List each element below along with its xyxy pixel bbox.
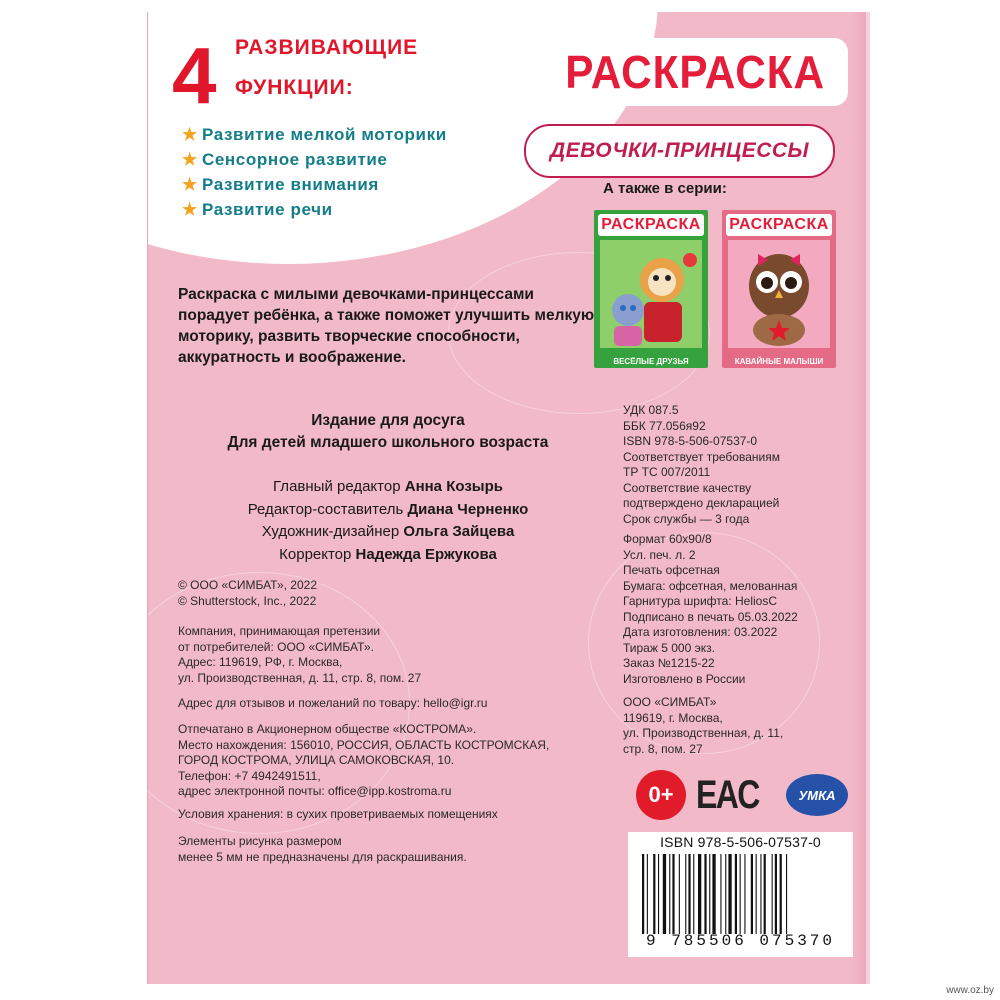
credit-name: Ольга Зайцева — [403, 523, 515, 540]
feedback-line: Адрес для отзывов и пожеланий по товару: hello@igr.ru — [178, 696, 488, 710]
series-book-title: РАСКРАСКА — [729, 216, 829, 233]
credit-role: Корректор — [279, 545, 352, 563]
book-back-cover — [147, 12, 867, 984]
technical-block — [623, 532, 798, 687]
edition-line: Для детей младшего школьного возраста — [227, 434, 549, 451]
functions-title-line2: ФУНКЦИИ: — [235, 76, 354, 99]
printer-line: Телефон: +7 4942491511, — [178, 768, 321, 783]
publisher-line: стр. 8, пом. 27 — [623, 741, 703, 756]
credit-line — [188, 544, 588, 567]
credits — [188, 476, 588, 566]
warning-block — [178, 834, 467, 865]
barcode-icon — [638, 854, 843, 934]
company-line: ул. Производственная, д. 11, стр. 8, пом. 27 — [178, 670, 422, 685]
publisher-line: ООО «СИМБАТ» — [623, 695, 717, 709]
tech-line: Подписано в печать 05.03.2022 — [623, 609, 798, 624]
copyright-line: © Shutterstock, Inc., 2022 — [178, 593, 317, 608]
bib-line: ТР ТС 007/2011 — [623, 465, 711, 479]
company-line: от потребителей: ООО «СИМБАТ». — [178, 639, 374, 654]
book-title: РАСКРАСКА — [565, 46, 825, 98]
subtitle-plate — [524, 124, 835, 178]
barcode-isbn: ISBN 978-5-506-07537-0 — [660, 834, 821, 850]
function-item-label: Развитие речи — [202, 200, 333, 219]
edition-info — [188, 410, 588, 454]
tech-line: Заказ №1215-22 — [623, 656, 715, 670]
series-book-title-plate — [598, 214, 704, 236]
function-item — [182, 147, 447, 172]
credit-line — [188, 476, 588, 499]
company-block — [178, 624, 421, 686]
barcode-number: 9 785506 075370 — [645, 932, 836, 950]
certification-marks — [636, 770, 864, 822]
barcode-panel — [628, 832, 853, 957]
printer-block — [178, 722, 549, 800]
functions-number: 4 — [172, 31, 217, 120]
function-item-label: Развитие внимания — [202, 175, 379, 194]
printer-line: ГОРОД КОСТРОМА, УЛИЦА САМОКОВСКАЯ, 10. — [178, 753, 455, 767]
printer-line: Отпечатано в Акционерном обществе «КОСТРОМА». — [178, 722, 477, 736]
series-book-caption: КАВАЙНЫЕ МАЛЫШИ — [734, 357, 824, 366]
storage-line: Условия хранения: в сухих проветриваемых помещениях — [178, 807, 498, 821]
functions-list — [182, 122, 447, 222]
series-book-cover — [722, 210, 836, 368]
tech-line: Гарнитура шрифта: HeliosC — [623, 594, 778, 608]
brand-logo: УМКА — [786, 774, 848, 816]
series-book-illustration — [600, 240, 702, 348]
warning-line: Элементы рисунка размером — [178, 834, 342, 848]
book-description: Раскраска с милыми девочками-принцессами порадует ребёнка, а также поможет улучшить мелкую моторику, развить творческие способности, аккуратность и воображение. — [178, 286, 595, 366]
bibliographic-block — [623, 403, 780, 527]
tech-line: Бумага: офсетная, мелованная — [623, 578, 798, 593]
function-item-label: Развитие мелкой моторики — [202, 125, 447, 144]
credit-name: Анна Козырь — [404, 478, 503, 495]
company-line: Адрес: 119619, РФ, г. Москва, — [178, 655, 343, 669]
printer-line: адрес электронной почты: office@ipp.kostroma.ru — [178, 784, 452, 798]
warning-line: менее 5 мм не предназначены для раскрашивания. — [178, 849, 467, 864]
bib-line: Соответствие качеству — [623, 480, 752, 495]
functions-title-line1: РАЗВИВАЮЩИЕ — [235, 36, 419, 59]
star-icon: ★ — [182, 125, 198, 144]
credit-role: Главный редактор — [273, 478, 401, 495]
function-item — [182, 172, 447, 197]
title-plate — [542, 38, 848, 106]
publisher-block — [623, 695, 783, 757]
series-book-illustration — [728, 240, 830, 348]
bib-line: подтверждено декларацией — [623, 496, 780, 510]
cover-edge-shade — [850, 12, 866, 984]
series-book-title-plate — [726, 214, 832, 236]
bib-line: ББК 77.056я92 — [623, 418, 706, 433]
series-book-cover — [594, 210, 708, 368]
bib-line: ISBN 978-5-506-07537-0 — [623, 434, 758, 448]
credit-line — [188, 499, 588, 522]
tech-line: Тираж 5 000 экз. — [623, 640, 715, 655]
functions-title — [235, 34, 418, 102]
credit-name: Надежда Ержукова — [355, 545, 497, 563]
series-book-caption: ВЕСЁЛЫЕ ДРУЗЬЯ — [613, 357, 689, 366]
function-item — [182, 122, 447, 147]
age-rating-icon: 0+ — [636, 770, 686, 820]
bib-line: Соответствует требованиям — [623, 449, 780, 464]
watermark: www.oz.by — [946, 985, 994, 996]
credit-role: Редактор-составитель — [247, 500, 404, 518]
copyright-block — [178, 578, 317, 609]
credit-role: Художник-дизайнер — [261, 523, 400, 540]
tech-line: Дата изготовления: 03.2022 — [623, 625, 778, 639]
series-label: А также в серии: — [603, 180, 727, 197]
bib-line: Срок службы — 3 года — [623, 511, 750, 526]
star-icon: ★ — [182, 150, 198, 169]
series-book-title: РАСКРАСКА — [601, 216, 701, 233]
function-item — [182, 197, 447, 222]
tech-line: Печать офсетная — [623, 563, 720, 577]
book-subtitle: ДЕВОЧКИ-ПРИНЦЕССЫ — [549, 139, 810, 162]
publisher-line: ул. Производственная, д. 11, — [623, 726, 784, 740]
function-item-label: Сенсорное развитие — [202, 150, 388, 169]
credit-line — [188, 521, 588, 544]
star-icon: ★ — [182, 200, 198, 219]
credit-name: Диана Черненко — [407, 500, 529, 518]
company-line: Компания, принимающая претензии — [178, 624, 381, 638]
tech-line: Формат 60х90/8 — [623, 532, 712, 546]
tech-line: Усл. печ. л. 2 — [623, 547, 696, 562]
star-icon: ★ — [182, 175, 198, 194]
publisher-line: 119619, г. Москва, — [623, 710, 723, 725]
printer-line: Место нахождения: 156010, РОССИЯ, ОБЛАСТЬ КОСТРОМСКАЯ, — [178, 737, 550, 752]
eac-mark-icon: EAC — [696, 773, 759, 817]
edition-line: Издание для досуга — [311, 412, 465, 429]
copyright-line: © ООО «СИМБАТ», 2022 — [178, 578, 317, 592]
bib-line: УДК 087.5 — [623, 403, 679, 417]
page-edge — [866, 12, 870, 984]
tech-line: Изготовлено в России — [623, 671, 746, 686]
